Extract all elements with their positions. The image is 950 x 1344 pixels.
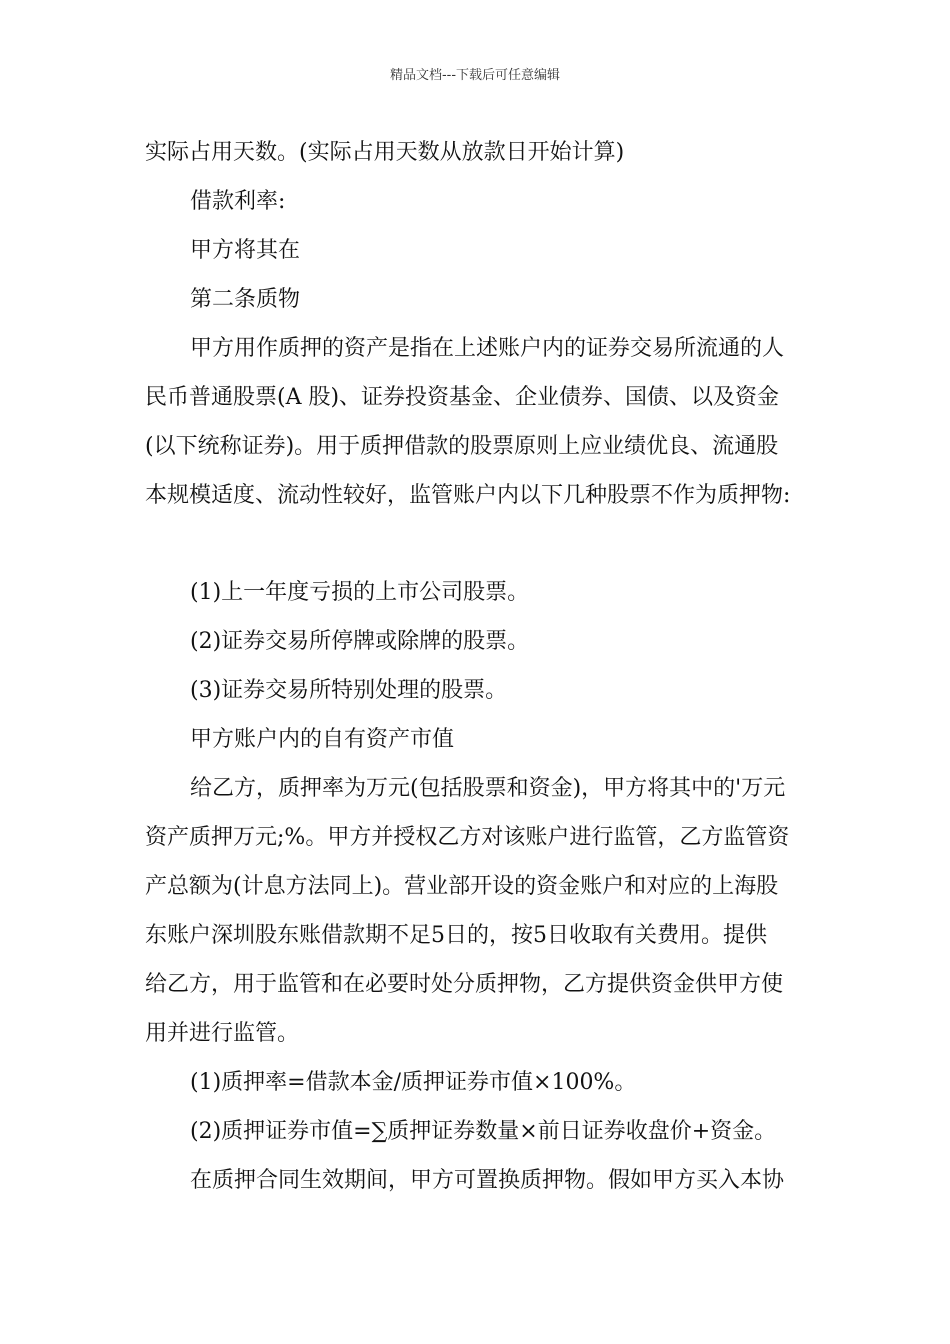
text-line: 实际占用天数。(实际占用天数从放款日开始计算) [145, 140, 625, 165]
text-line: 甲方用作质押的资产是指在上述账户内的证券交易所流通的人 [190, 336, 785, 361]
text-line: 给乙方，用于监管和在必要时处分质押物，乙方提供资金供甲方使 [145, 972, 784, 997]
text-line: 资产质押万元;%。甲方并授权乙方对该账户进行监管，乙方监管资 [145, 825, 790, 850]
text-line: 甲方将其在 [190, 238, 301, 263]
paragraph-gap [145, 520, 825, 568]
text-line: 借款利率: [190, 189, 286, 214]
page-header: 精品文档---下载后可任意编辑 [389, 68, 561, 83]
formula-line: (1)质押率=借款本金/质押证券市值×100%。 [190, 1070, 637, 1095]
section-heading: 第二条质物 [190, 287, 301, 312]
list-item: (2)证券交易所停牌或除牌的股票。 [190, 629, 530, 654]
text-line: (以下统称证券)。用于质押借款的股票原则上应业绩优良、流通股 [145, 434, 779, 459]
text-line: 给乙方，质押率为万元(包括股票和资金)，甲方将其中的'万元 [190, 776, 786, 801]
document-body [145, 128, 825, 1205]
text-line: 民币普通股票(A 股)、证券投资基金、企业债券、国债、以及资金 [145, 385, 780, 410]
text-line: 用并进行监管。 [145, 1021, 300, 1046]
list-item: (3)证券交易所特别处理的股票。 [190, 678, 508, 703]
text-line: 产总额为(计息方法同上)。营业部开设的资金账户和对应的上海股 [145, 874, 779, 899]
text-line: 在质押合同生效期间，甲方可置换质押物。假如甲方买入本协 [190, 1168, 785, 1193]
text-line: 甲方账户内的自有资产市值 [190, 727, 455, 752]
text-line: 本规模适度、流动性较好，监管账户内以下几种股票不作为质押物: [145, 483, 791, 508]
formula-line: (2)质押证券市值=∑质押证券数量×前日证券收盘价+资金。 [190, 1119, 777, 1144]
text-line: 东账户深圳股东账借款期不足5日的，按5日收取有关费用。提供 [145, 923, 767, 948]
list-item: (1)上一年度亏损的上市公司股票。 [190, 580, 530, 605]
